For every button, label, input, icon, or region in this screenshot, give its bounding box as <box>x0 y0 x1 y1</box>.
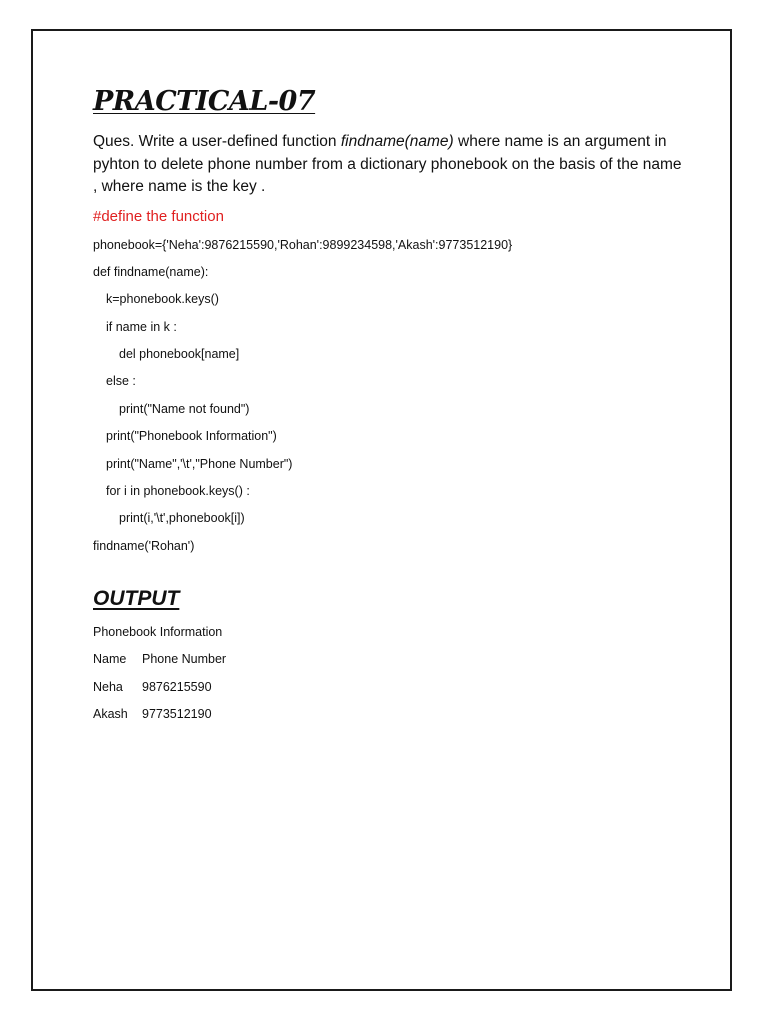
output-header-row <box>93 650 683 677</box>
code-line: print("Name not found") <box>119 401 250 416</box>
output-info-line <box>93 623 683 650</box>
output-row <box>93 705 683 732</box>
output-info-text: Phonebook Information <box>93 625 223 640</box>
question-text <box>93 131 683 199</box>
code-line: k=phonebook.keys() <box>106 292 219 307</box>
output-header-name: Name <box>93 652 127 667</box>
code-line: phonebook={'Neha':9876215590,'Rohan':9899234598,'Akash':9773512190} <box>93 237 513 252</box>
output-heading: OUTPUT <box>93 587 180 611</box>
code-line: for i in phonebook.keys() : <box>106 484 250 499</box>
code-line: del phonebook[name] <box>119 347 240 362</box>
output-row-name: Akash <box>93 707 128 722</box>
output-row-phone: 9876215590 <box>142 679 212 694</box>
question-function-name: findname(name) <box>340 133 454 150</box>
document-content <box>93 86 683 732</box>
code-line: print(i,'\t',phonebook[i]) <box>119 511 245 526</box>
code-comment: #define the function <box>93 207 224 225</box>
code-line: if name in k : <box>106 319 177 334</box>
output-row-phone: 9773512190 <box>142 707 212 722</box>
code-line: print("Phonebook Information") <box>106 429 277 444</box>
page-title: PRACTICAL-07 <box>93 86 316 117</box>
code-line: def findname(name): <box>93 264 209 279</box>
question-prefix: Ques. Write a user-defined function <box>93 133 341 150</box>
question-suffix: where name is an argument in pyhton to delete phone number from a dictionary phonebook on the basis of the name , where name is the key . <box>93 133 682 195</box>
code-line: else : <box>106 374 136 389</box>
code-line: print("Name",'\t',"Phone Number") <box>106 456 293 471</box>
code-block <box>93 236 683 565</box>
output-row <box>93 678 683 705</box>
output-header-phone: Phone Number <box>142 652 227 667</box>
code-line: findname('Rohan') <box>93 538 195 553</box>
output-row-name: Neha <box>93 679 123 694</box>
output-block <box>93 623 683 732</box>
